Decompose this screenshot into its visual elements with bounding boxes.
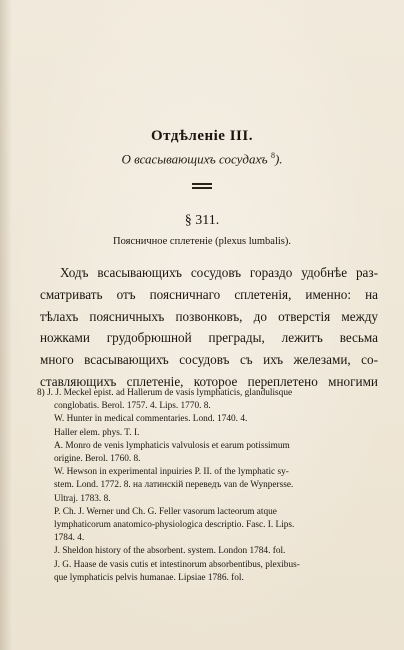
paragraph-heading: Поясничное сплетеніе (plexus lumbalis). xyxy=(113,236,291,247)
body-line: Ходъ всасывающихъ сосудовъ гораздо удобнѣе раз- xyxy=(60,265,378,280)
footnote-line: W. Hewson in experimental inpuiries P. II. of the lymphatic sy- xyxy=(54,467,289,478)
paragraph-number: § 311. xyxy=(184,213,220,228)
footnote-line: stem. Lond. 1772. 8. на латинскій переведъ van de Wynpersse. xyxy=(54,480,294,491)
body-line: тѣлахъ поясничныхъ позвонковъ, до отверстія между xyxy=(40,308,378,324)
body-line: много всасывающихъ сосудовъ съ ихъ железами, со- xyxy=(40,352,378,368)
section-title: Отдѣленіе III. xyxy=(151,128,253,144)
footnote-line: que lymphaticis pelvis humanae. Lipsiae 1786. fol. xyxy=(54,572,244,583)
footnote-line: A. Monro de venis lymphaticis valvulosis et earum potissimum xyxy=(54,440,290,451)
footnote-line: W. Hunter in medical commentaries. Lond. 1740. 4. xyxy=(54,414,248,425)
section-subtitle xyxy=(0,151,404,167)
footnote-line: 1784. 4. xyxy=(54,533,85,544)
section-header xyxy=(0,128,404,191)
footnote-line: origine. Berol. 1760. 8. xyxy=(54,454,141,465)
footnotes xyxy=(37,387,373,585)
footnote-line: 8) J. J. Meckel epist. ad Hallerum de vasis lymphaticis, glandulisque xyxy=(37,388,293,398)
body-line: ножками грудобрюшной преграды, лежитъ весьма xyxy=(40,330,378,346)
footnote-line: P. Ch. J. Werner und Ch. G. Feller vasorum lacteorum atque xyxy=(54,506,277,517)
footnote-line: lymphaticorum anatomico-physiologica descriptio. Fasc. I. Lips. xyxy=(54,520,295,531)
subtitle-close: ). xyxy=(274,151,283,167)
body-line: ставляющихъ сплетеніе, которое переплетено многими xyxy=(40,373,378,389)
footnote-line: J. G. Haase de vasis cutis et intestinorum absorbentibus, plexibus- xyxy=(54,559,300,570)
double-rule-separator xyxy=(192,183,212,189)
body-text xyxy=(40,262,378,393)
footnote-line: Haller elem. phys. T. I. xyxy=(54,427,140,438)
footnote-mark: 8 xyxy=(270,151,275,160)
footnote-line: conglobatis. Berol. 1757. 4. Lips. 1770. 8. xyxy=(54,401,211,412)
footnote-line: Ultraj. 1783. 8. xyxy=(54,493,111,504)
page-spine-shadow xyxy=(0,0,12,650)
footnote-line: J. Sheldon history of the absorbent. system. London 1784. fol. xyxy=(54,546,286,557)
body-line: сматривать отъ поясничнаго сплетенія, именно: на xyxy=(40,286,378,302)
section-subtitle-text: О всасывающихъ сосудахъ xyxy=(121,151,268,167)
